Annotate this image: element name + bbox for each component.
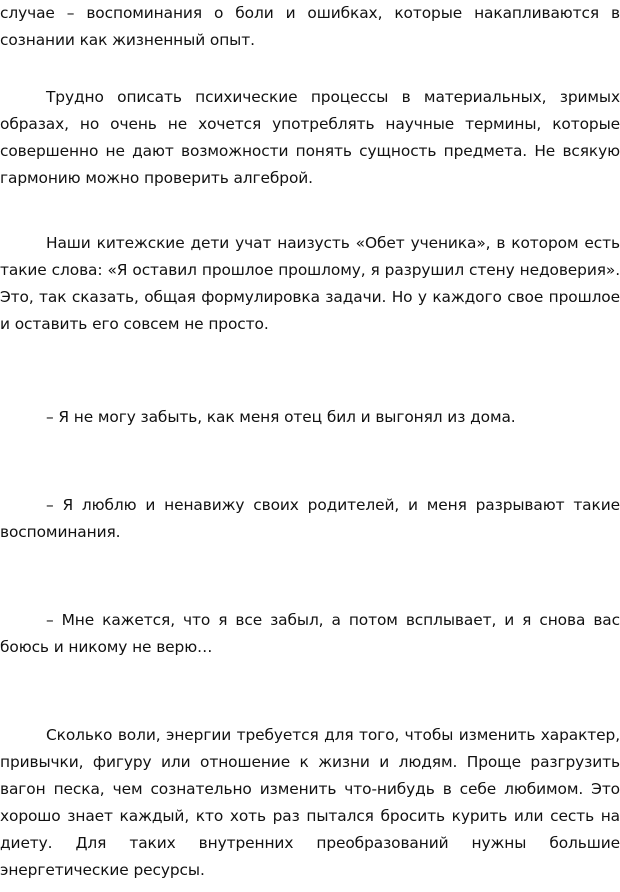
paragraph-continuation: случае – воспоминания о боли и ошибках, которые накапливаются в сознании как жизненный опыт.: [0, 4, 620, 49]
paragraph-psychic-processes: Трудно описать психические процессы в материальных, зримых образах, но очень не хочется употреблять научные термины, которые совершенно не дают возможности понять сущность предмета. Не всякую гармонию можно проверить алгеброй.: [0, 88, 620, 187]
paragraph-student-oath: Наши китежские дети учат наизусть «Обет ученика», в котором есть такие слова: «Я оставил прошлое прошлому, я разрушил стену недоверия». Это, так сказать, общая формулировка задачи. Но у каждого свое прошлое и оставить его совсем не просто.: [0, 234, 620, 333]
paragraph-willpower: Сколько воли, энергии требуется для того, чтобы изменить характер, привычки, фигуру или отношение к жизни и людям. Проще разгрузить вагон песка, чем сознательно изменить что-нибудь в себе любимом. Это хорошо знает каждый, кто хоть раз пытался бросить курить или сесть на диету. Для таких внутренних преобразований нужны большие энергетические ресурсы.: [0, 726, 620, 879]
dialog-line-parents: – Я люблю и ненавижу своих родителей, и меня разрывают такие воспоминания.: [0, 496, 620, 541]
dialog-line-father: – Я не могу забыть, как меня отец бил и выгонял из дома.: [46, 408, 516, 426]
dialog-line-fear: – Мне кажется, что я все забыл, а потом всплывает, и я снова вас боюсь и никому не верю…: [0, 611, 620, 656]
